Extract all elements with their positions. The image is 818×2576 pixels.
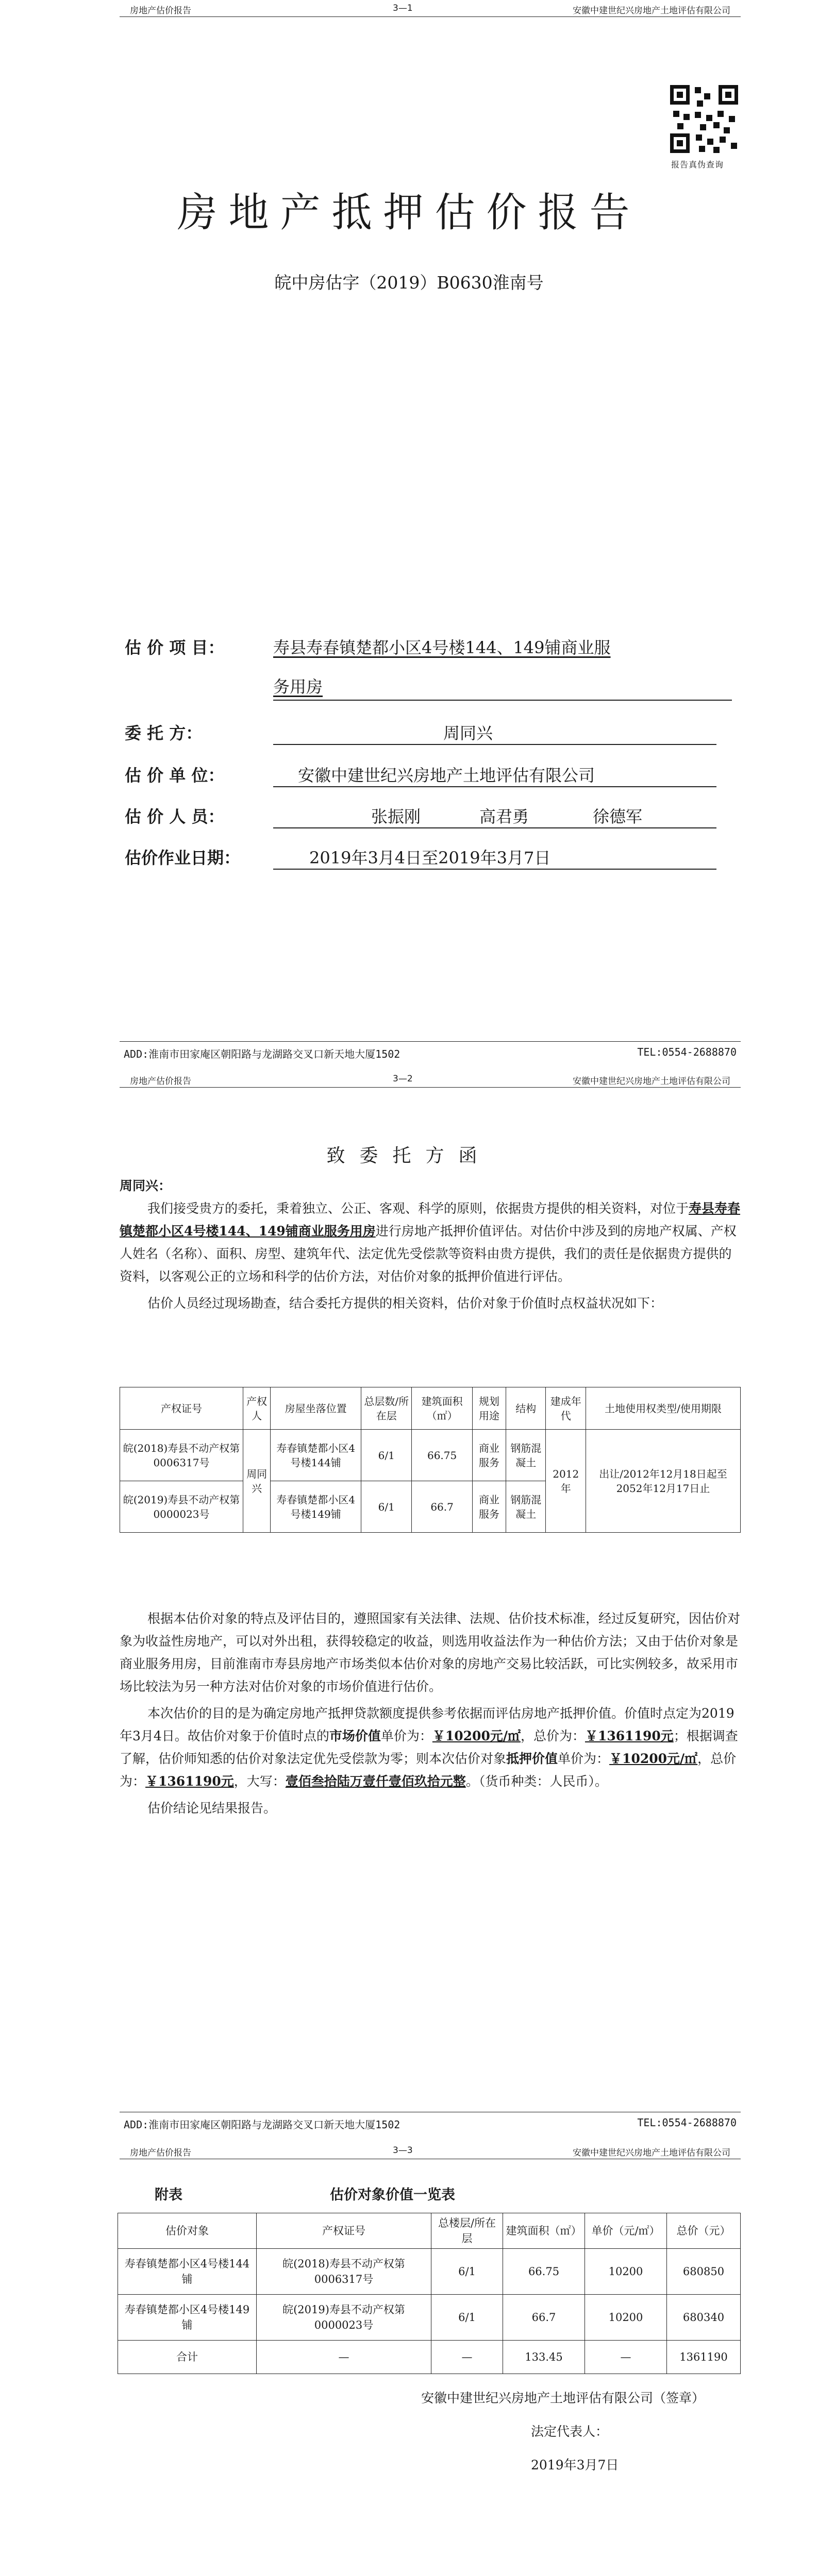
salutation: 周同兴： (120, 1178, 172, 1193)
table-row: 寿春镇楚都小区4号楼149铺 皖(2019)寿县不动产权第0000023号 6/1 66.7 10200 680340 (118, 2295, 741, 2341)
page-footer (120, 1041, 741, 1058)
header-right: 安徽中建世纪兴房地产土地评估有限公司 (573, 1076, 730, 1087)
year-cell: 2012年 (546, 1430, 586, 1533)
col-header: 产权证号 (257, 2213, 431, 2249)
label-project: 估 价 项 目： (125, 638, 225, 657)
header-left: 房地产估价报告 (130, 6, 191, 16)
footer-tel: TEL:0554-2688870 (637, 2116, 737, 2129)
value-client: 周同兴 (443, 723, 493, 743)
col-header: 总价（元） (667, 2213, 741, 2249)
legal-representative: 法定代表人： (531, 2424, 609, 2439)
page-header (120, 1, 741, 17)
col-header: 产权人 (243, 1387, 271, 1430)
page-header (120, 2143, 741, 2159)
footer-address: ADD:淮南市田家庵区朝阳路与龙湖路交叉口新天地大厦1502 (124, 2119, 400, 2131)
footer-tel: TEL:0554-2688870 (637, 1046, 737, 1058)
page-header (120, 1072, 741, 1088)
land-use-cell: 出让/2012年12月18日起至2052年12月17日止 (586, 1430, 740, 1533)
owner-cell: 周同兴 (243, 1430, 271, 1533)
signature-date: 2019年3月7日 (531, 2458, 619, 2472)
paragraph-5: 估价结论见结果报告。 (147, 1801, 277, 1816)
table-total-row: 合计 — — 133.45 — 1361190 (118, 2341, 741, 2374)
value-work-date: 2019年3月4日至2019年3月7日 (309, 848, 551, 868)
col-header: 单价（元/㎡） (585, 2213, 667, 2249)
col-header: 规划用途 (472, 1387, 506, 1430)
value-project-line1: 寿县寿春镇楚都小区4号楼144、149铺商业服 (273, 638, 611, 657)
col-header: 总楼层/所在层 (431, 2213, 503, 2249)
col-header: 总层数/所在层 (361, 1387, 412, 1430)
col-header: 房屋坐落位置 (271, 1387, 361, 1430)
table-row: 皖(2019)寿县不动产权第0000023号 寿春镇楚都小区4号楼149铺 6/1 66.7 商业服务 钢筋混凝土 (120, 1481, 741, 1533)
table-row: 寿春镇楚都小区4号楼144铺 皖(2018)寿县不动产权第0006317号 6/1 66.75 10200 680850 (118, 2249, 741, 2295)
company-seal-line: 安徽中建世纪兴房地产土地评估有限公司（签章） (421, 2391, 705, 2405)
letter-body-2 (120, 1607, 741, 1820)
value-summary-table (118, 2213, 741, 2374)
label-client: 委 托 方： (125, 723, 203, 743)
value-appraiser-1: 张振刚 (371, 807, 421, 826)
property-status-table (120, 1387, 741, 1533)
header-right: 安徽中建世纪兴房地产土地评估有限公司 (573, 6, 730, 16)
value-appraiser-3: 徐德军 (593, 807, 643, 826)
report-number: 皖中房估字（2019）B0630淮南号 (274, 273, 544, 293)
footer-address: ADD:淮南市田家庵区朝阳路与龙湖路交叉口新天地大厦1502 (124, 1048, 400, 1060)
annex-title: 估价对象价值一览表 (330, 2187, 455, 2203)
qr-code-icon[interactable] (670, 85, 738, 153)
value-appraiser-org: 安徽中建世纪兴房地产土地评估有限公司 (298, 766, 595, 785)
value-appraiser-2: 高君勇 (479, 807, 529, 826)
col-header: 建成年代 (546, 1387, 586, 1430)
label-work-date: 估价作业日期： (125, 848, 241, 868)
annex-label: 附表 (155, 2187, 182, 2203)
header-page-number: 3—2 (393, 1074, 413, 1084)
col-header: 估价对象 (118, 2213, 257, 2249)
report-title: 房地产抵押估价报告 (177, 190, 641, 236)
page-footer (120, 2112, 741, 2129)
table-row: 皖(2018)寿县不动产权第0006317号 周同兴 寿春镇楚都小区4号楼144铺 6/1 66.75 商业服务 钢筋混凝土 2012年 出让/2012年12月18日起至2052年12月17日止 (120, 1430, 741, 1481)
paragraph-2: 估价人员经过现场勘查，结合委托方提供的相关资料，估价对象于价值时点权益状况如下： (147, 1296, 663, 1311)
qr-caption: 报告真伪查询 (671, 160, 724, 170)
label-appraisers: 估 价 人 员： (125, 807, 225, 826)
header-left: 房地产估价报告 (130, 2148, 191, 2158)
value-project-line2: 务用房 (273, 677, 323, 697)
letter-title: 致委托方函 (326, 1145, 492, 1166)
col-header: 建筑面积（㎡） (503, 2213, 585, 2249)
paragraph-4: 本次估价的目的是为确定房地产抵押贷款额度提供参考依据而评估房地产抵押价值。价值时点定为2019年3月4日。故估价对象于价值时点的市场价值单价为：￥10200元/㎡，总价为：￥1361190元；根据调查了解，估价师知悉的估价对象法定优先受偿款为零；则本次估价对象抵押价值单价为：￥10200元/㎡，总价为：￥1361190元，大写：壹佰叁拾陆万壹仟壹佰玖拾元整。（货币种类：人民币）。 (120, 1706, 738, 1789)
header-right: 安徽中建世纪兴房地产土地评估有限公司 (573, 2148, 730, 2158)
header-page-number: 3—3 (393, 2145, 413, 2156)
paragraph-1: 我们接受贵方的委托，秉着独立、公正、客观、科学的原则，依据贵方提供的相关资料，对位于寿县寿春镇楚都小区4号楼144、149铺商业服务用房进行房地产抵押价值评估。对估价中涉及到的房地产权属、产权人姓名（名称）、面积、房型、建筑年代、法定优先受偿款等资料由贵方提供，我们的责任是依据贵方提供的资料，以客观公正的立场和科学的估价方法，对估价对象的抵押价值进行评估。 (120, 1201, 741, 1284)
label-appraiser-org: 估 价 单 位： (125, 766, 225, 785)
col-header: 结构 (506, 1387, 546, 1430)
col-header: 产权证号 (120, 1387, 243, 1430)
col-header: 建筑面积（㎡） (412, 1387, 472, 1430)
header-page-number: 3—1 (393, 3, 413, 13)
paragraph-3: 根据本估价对象的特点及评估目的，遵照国家有关法律、法规、估价技术标准，经过反复研究，因估价对象为收益性房地产，可以对外出租，获得较稳定的收益，则选用收益法作为一种估价方法；又由于估价对象是商业服务用房，目前淮南市寿县房地产市场类似本估价对象的房地产交易比较活跃，可比实例较多，故采用市场比较法为另一种方法对估价对象的市场价值进行估价。 (120, 1611, 741, 1694)
letter-body (120, 1175, 741, 1315)
header-left: 房地产估价报告 (130, 1076, 191, 1087)
col-header: 土地使用权类型/使用期限 (586, 1387, 740, 1430)
